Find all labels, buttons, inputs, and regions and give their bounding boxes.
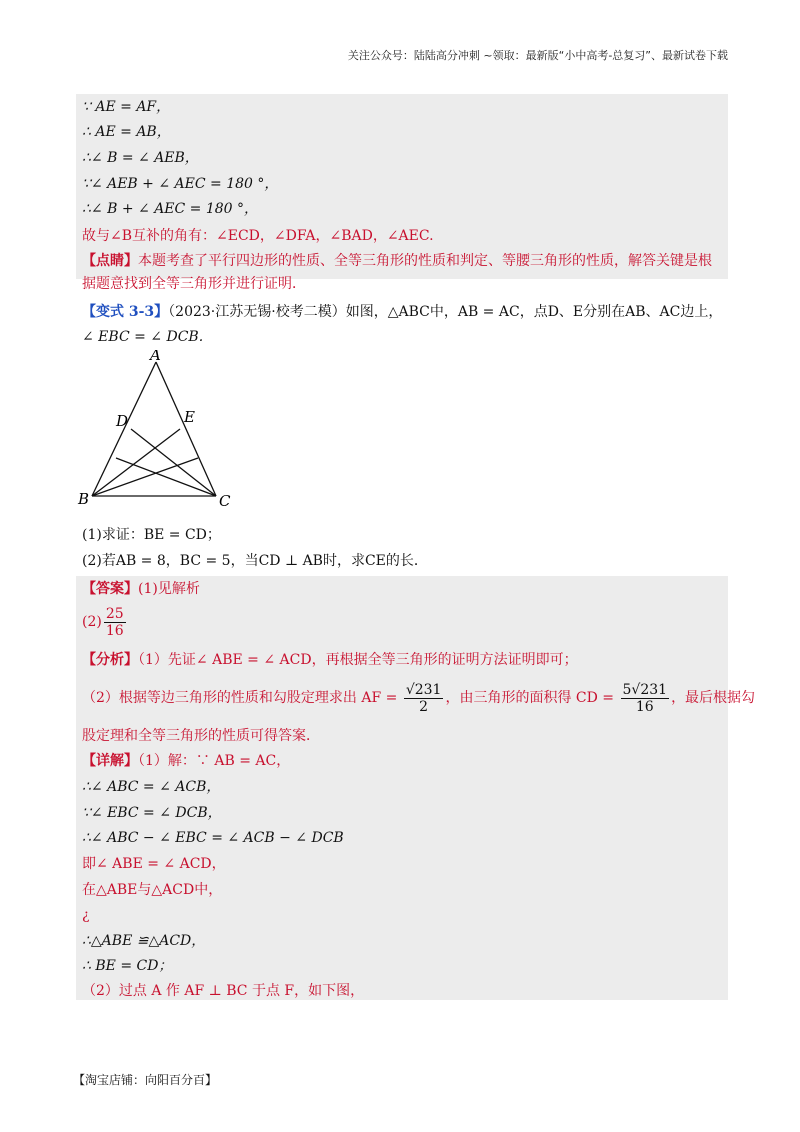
conclusion-line: 故与∠B互补的角有：∠ECD，∠DFA，∠BAD，∠AEC. — [82, 228, 434, 244]
problem-tag: 【变式 3-3】 — [82, 304, 169, 320]
detail-tag: 【详解】 — [82, 753, 138, 769]
analysis-2-c: ，最后根据勾 — [671, 690, 756, 706]
fraction-numerator: √231 — [405, 681, 442, 698]
label-e: E — [184, 408, 195, 426]
fraction-denominator: 2 — [419, 698, 429, 715]
detail-step: ∴∠ ABC − ∠ EBC = ∠ ACB − ∠ DCB — [82, 830, 344, 846]
step-line: ∴ AE = AB， — [82, 124, 171, 140]
detail-step: ∴ BE = CD； — [82, 958, 173, 974]
detail-step: （2）过点 A 作 AF ⊥ BC 于点 F，如下图， — [82, 983, 365, 999]
answer-tag: 【答案】 — [82, 581, 138, 597]
analysis-2-b: ，由三角形的面积得 CD = — [445, 690, 619, 706]
analysis-2-a: （2）根据等边三角形的性质和勾股定理求出 AF = — [82, 690, 402, 706]
comment-text: 本题考查了平行四边形的性质、全等三角形的性质和判定、等腰三角形的性质，解答关键是根 — [138, 253, 712, 269]
detail-1: （1）解：∵ AB = AC， — [138, 753, 291, 769]
comment-line — [82, 251, 712, 271]
analysis-tag: 【分析】 — [82, 652, 138, 668]
answer-1: (1)见解析 — [138, 581, 200, 597]
answer-2-prefix: (2) — [82, 614, 102, 630]
label-b: B — [78, 490, 90, 508]
problem-condition: ∠ EBC = ∠ DCB. — [82, 329, 204, 345]
answer-line-2 — [82, 604, 128, 640]
label-a: A — [150, 350, 161, 364]
detail-line — [82, 751, 290, 771]
answer-line — [82, 579, 200, 599]
label-d: D — [116, 412, 129, 430]
step-line: ∵ AE = AF， — [82, 99, 171, 115]
problem-text: （2023·江苏无锡·校考二模）如图，△ABC中，AB = AC，点D、E分别在AB、AC边上， — [168, 304, 723, 320]
analysis-line-3: 股定理和全等三角形的性质可得答案． — [82, 728, 320, 744]
fraction-numerator: 25 — [105, 605, 124, 622]
comment-tag: 【点睛】 — [82, 253, 138, 269]
step-line: ∴∠ B = ∠ AEB， — [82, 150, 199, 166]
analysis-line-2 — [82, 680, 755, 716]
segment-cd — [131, 429, 216, 496]
analysis-1: （1）先证∠ ABE = ∠ ACD，再根据全等三角形的证明方法证明即可； — [138, 652, 578, 668]
step-line: ∴∠ B + ∠ AEC = 180 °， — [82, 201, 259, 217]
detail-step: ∴△ABE ≌△ACD， — [82, 933, 206, 949]
fraction-numerator: 5√231 — [622, 681, 668, 698]
fraction-denominator: 16 — [635, 698, 654, 715]
detail-step: 在△ABE与△ACD中， — [82, 882, 223, 898]
analysis-line — [82, 650, 578, 670]
detail-step: 即∠ ABE = ∠ ACD， — [82, 856, 226, 872]
cd-fraction — [621, 682, 670, 715]
page-footer: 【淘宝店铺：向阳百分百】 — [73, 1073, 218, 1087]
detail-step: ∴∠ ABC = ∠ ACB， — [82, 779, 221, 795]
step-line: ∵∠ AEB + ∠ AEC = 180 °， — [82, 176, 279, 192]
fraction-denominator: 16 — [105, 622, 124, 639]
question-1: (1)求证：BE = CD； — [82, 527, 221, 543]
triangle-figure — [76, 350, 246, 515]
detail-step: ∵∠ EBC = ∠ DCB， — [82, 805, 222, 821]
label-c: C — [219, 492, 231, 510]
problem-statement — [82, 302, 722, 322]
question-2: (2)若AB = 8，BC = 5，当CD ⊥ AB时，求CE的长． — [82, 553, 428, 569]
segment-ac — [156, 362, 216, 496]
answer-2-fraction — [104, 606, 126, 639]
detail-step: ¿ — [82, 907, 90, 923]
segment-be — [92, 429, 180, 496]
page-header: 关注公众号：陆陆高分冲刺 ~领取：最新版“小中高考-总复习”、最新试卷下载 — [347, 49, 728, 62]
comment-line: 据题意找到全等三角形并进行证明． — [82, 276, 306, 292]
af-fraction — [404, 682, 444, 715]
